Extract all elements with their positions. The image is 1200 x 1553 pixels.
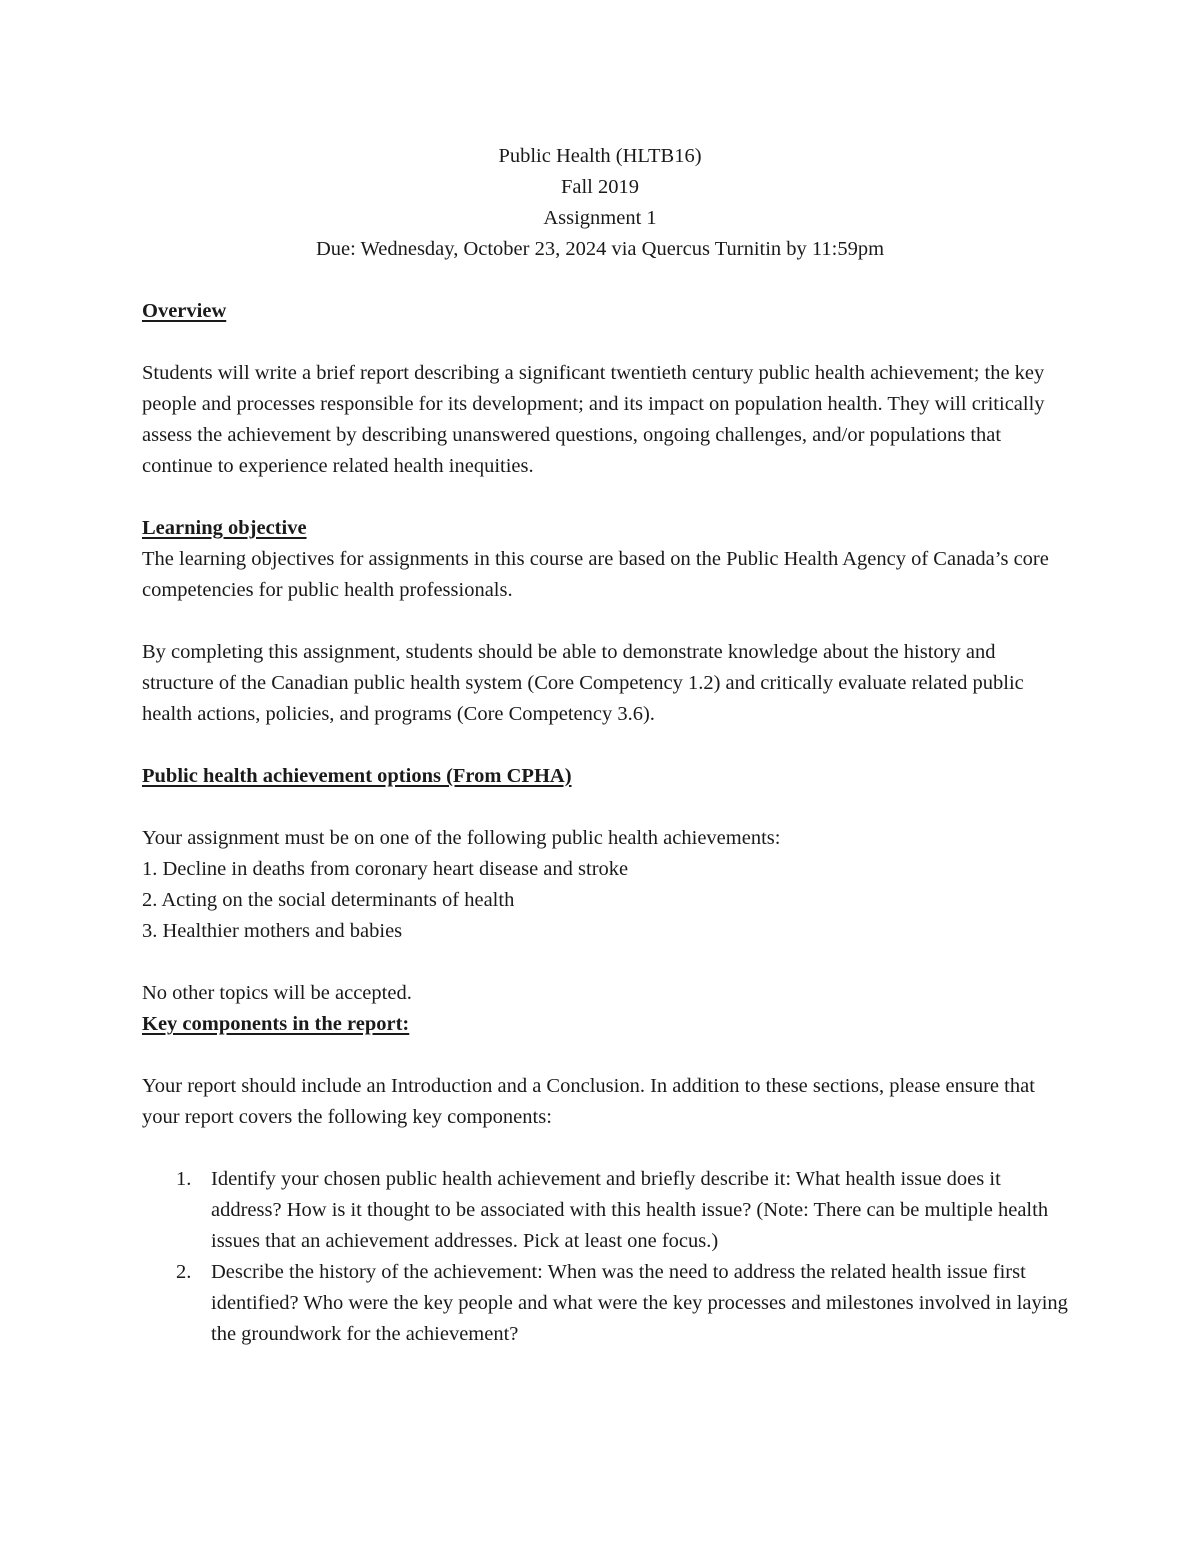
overview-body: Students will write a brief report describing a significant twentieth century public health achievement; the key people and processes responsible for its development; and its impact on population health. They will critically assess the achievement by describing unanswered questions, ongoing challenges, and/or populations that continue to experience related health inequities.	[142, 362, 1045, 477]
document-page	[142, 141, 1072, 1350]
assignment-title: Assignment 1	[543, 207, 657, 229]
list-item: 1. Decline in deaths from coronary heart disease and stroke	[142, 858, 629, 880]
options-note: No other topics will be accepted.	[142, 982, 412, 1004]
components-intro: Your report should include an Introduction and a Conclusion. In addition to these sections, please ensure that your report covers the following key components:	[142, 1075, 1035, 1128]
term: Fall 2019	[560, 176, 640, 198]
list-item: 3. Healthier mothers and babies	[142, 920, 403, 942]
list-number: 1.	[176, 1168, 192, 1190]
components-heading: Key components in the report:	[142, 1013, 410, 1035]
due-date: Due: Wednesday, October 23, 2024 via Quercus Turnitin by 11:59pm	[315, 238, 885, 260]
learning-objective-body-1: The learning objectives for assignments in this course are based on the Public Health Agency of Canada’s core competencies for public health professionals.	[142, 548, 1049, 601]
list-text: Describe the history of the achievement: When was the need to address the related health issue first identified? Who were the key people and what were the key processes and milestones involved in laying the groundwork for the achievement?	[211, 1261, 1068, 1345]
course-title: Public Health (HLTB16)	[498, 145, 702, 167]
list-item: 2. Acting on the social determinants of health	[142, 889, 515, 911]
list-text: Identify your chosen public health achievement and briefly describe it: What health issue does it address? How is it thought to be associated with this health issue? (Note: There can be multiple health issues that an achievement addresses. Pick at least one focus.)	[211, 1168, 1049, 1252]
overview-heading: Overview	[142, 300, 227, 322]
list-item	[142, 1257, 1072, 1350]
components-list	[142, 1164, 1072, 1350]
list-number: 2.	[176, 1261, 192, 1283]
options-heading: Public health achievement options (From CPHA)	[142, 765, 572, 787]
learning-objective-heading: Learning objective	[142, 517, 307, 539]
list-item	[142, 1164, 1072, 1257]
options-list	[142, 854, 1072, 947]
title-block	[0, 141, 1200, 265]
learning-objective-body-2: By completing this assignment, students should be able to demonstrate knowledge about the history and structure of the Canadian public health system (Core Competency 1.2) and critically evaluate related public health actions, policies, and programs (Core Competency 3.6).	[142, 641, 1024, 725]
options-intro: Your assignment must be on one of the following public health achievements:	[142, 827, 781, 849]
